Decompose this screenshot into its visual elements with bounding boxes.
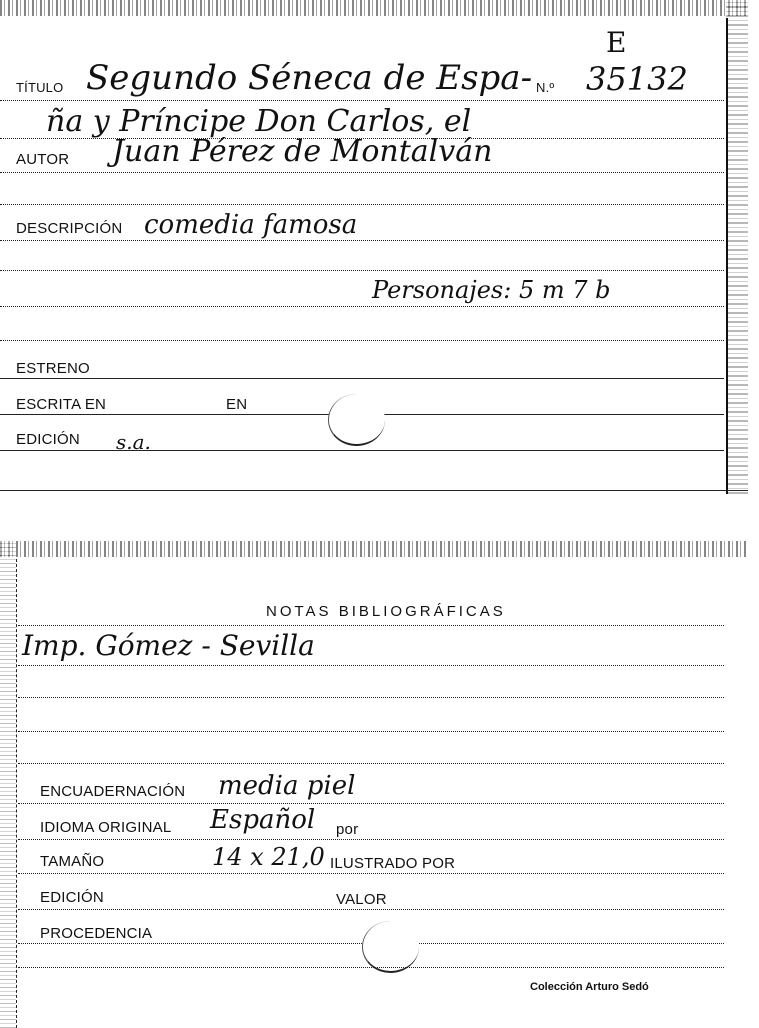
illustrated-by-label: ILUSTRADO POR [330, 855, 456, 872]
number-label: N.º [536, 80, 555, 95]
characters-rule [0, 306, 724, 307]
in-label: EN [226, 396, 248, 413]
title-rule [0, 100, 724, 101]
premiere-rule [0, 378, 724, 379]
binding-value: media piel [218, 771, 356, 801]
card-border-left [16, 559, 17, 1028]
by-label: por [336, 821, 359, 838]
size-rule [18, 873, 724, 874]
size-label: TAMAÑO [40, 853, 105, 870]
catalog-card-back [0, 541, 748, 1028]
original-language-label: IDIOMA ORIGINAL [40, 819, 172, 836]
notes-heading: NOTAS BIBLIOGRÁFICAS [266, 603, 506, 620]
notes-rule-2 [18, 665, 724, 666]
punch-hole [362, 921, 419, 973]
collection-credit: Colección Arturo Sedó [530, 981, 649, 993]
written-label: ESCRITA EN [16, 396, 107, 413]
letter-mark: E [606, 26, 627, 59]
card-border-right [726, 18, 728, 494]
provenance-label: PROCEDENCIA [40, 925, 153, 942]
edition-rule [0, 450, 724, 451]
notes-rule-1 [18, 625, 724, 626]
number-value: 35132 [586, 60, 688, 98]
binding-rule [18, 803, 724, 804]
scan-edge-right [726, 0, 748, 494]
language-rule [18, 839, 724, 840]
notes-rule-4 [18, 731, 724, 732]
title-label: TÍTULO [16, 80, 64, 95]
catalog-card-front [0, 0, 748, 494]
original-language-value: Español [210, 805, 316, 835]
author-rule [0, 172, 724, 173]
edition-value: s.a. [116, 430, 151, 454]
provenance-rule-2 [18, 967, 724, 968]
blank-rule-2 [0, 270, 724, 271]
edition-label: EDICIÓN [16, 431, 80, 448]
characters-value: Personajes: 5 m 7 b [372, 276, 611, 304]
blank-rule-1 [0, 204, 724, 205]
binding-label: ENCUADERNACIÓN [40, 783, 186, 800]
description-value: comedia famosa [144, 210, 358, 240]
scan-edge-top [0, 0, 748, 16]
size-value: 14 x 21,0 [212, 843, 325, 871]
notes-rule-5 [18, 763, 724, 764]
title-line2: ña y Príncipe Don Carlos, el [46, 104, 472, 139]
card-bottom-rule [0, 490, 748, 491]
notes-value: Imp. Gómez - Sevilla [22, 629, 315, 662]
scan-edge-top [0, 541, 748, 557]
edition-rule-back [18, 909, 724, 910]
punch-hole [328, 394, 385, 446]
description-rule [0, 240, 724, 241]
notes-rule-3 [18, 697, 724, 698]
edition-label-back: EDICIÓN [40, 889, 104, 906]
title-line1: Segundo Séneca de Espa- [86, 58, 533, 98]
scan-edge-left [0, 541, 16, 1028]
premiere-label: ESTRENO [16, 360, 90, 377]
description-label: DESCRIPCIÓN [16, 220, 123, 237]
blank-rule-3 [0, 340, 724, 341]
author-label: AUTOR [16, 151, 70, 168]
author-value: Juan Pérez de Montalván [112, 134, 493, 169]
value-label: VALOR [336, 891, 387, 908]
